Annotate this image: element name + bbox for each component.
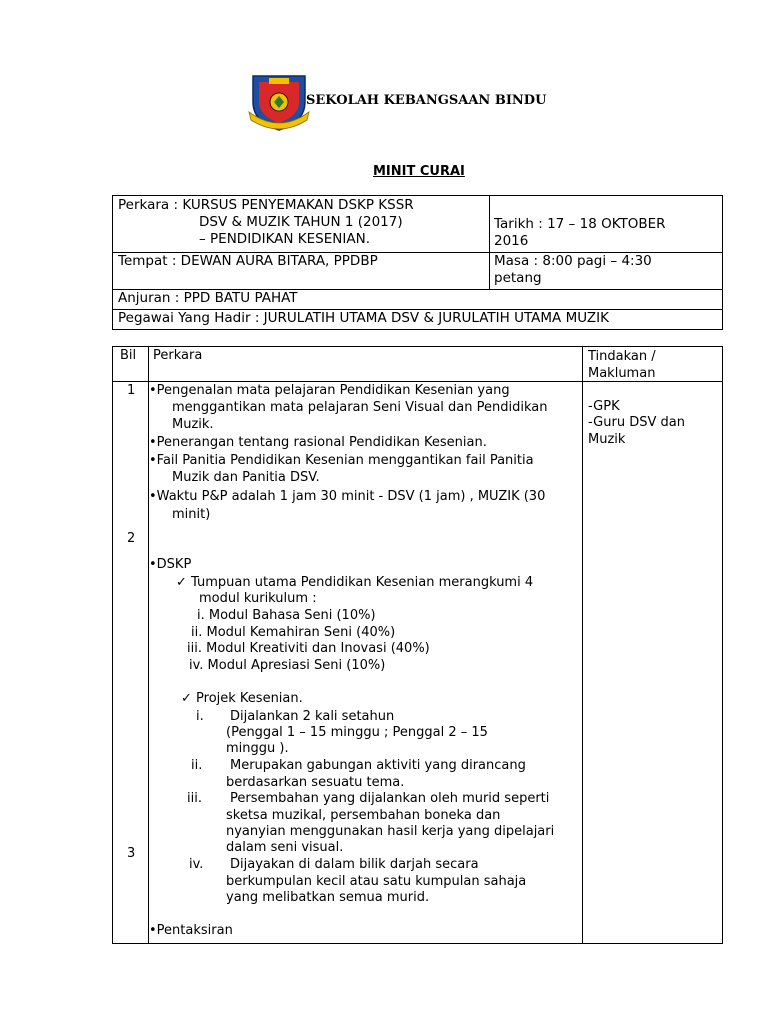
project-point-3-cont: sketsa muzikal, persembahan boneka dan: [226, 808, 501, 823]
item2-check-1-cont: modul kurikulum :: [199, 591, 317, 606]
row-number-2: 2: [127, 531, 136, 546]
module-item-3: iii. Modul Kreativiti dan Inovasi (40%): [187, 641, 430, 656]
column-header-bil: Bil: [120, 348, 137, 363]
perkara-line-2: DSV & MUZIK TAHUN 1 (2017): [199, 214, 403, 230]
school-name: SEKOLAH KEBANGSAAN BINDU: [306, 93, 547, 108]
module-item-2: ii. Modul Kemahiran Seni (40%): [191, 625, 396, 640]
column-header-makluman: Makluman: [588, 366, 656, 381]
project-point-4-cont: berkumpulan kecil atau satu kumpulan sahaja: [226, 874, 527, 889]
item2-check-1: ✓ Tumpuan utama Pendidikan Kesenian merangkumi 4: [176, 575, 534, 590]
project-point-2-cont: berdasarkan sesuatu tema.: [226, 775, 405, 790]
column-header-tindakan: Tindakan /: [588, 349, 656, 364]
row-number-1: 1: [127, 383, 136, 398]
project-point-1-cont: (Penggal 1 – 15 minggu ; Penggal 2 – 15: [226, 725, 488, 740]
item1-bullet-1: •Pengenalan mata pelajaran Pendidikan Kesenian yang: [149, 383, 510, 398]
project-point-4: Dijayakan di dalam bilik darjah secara: [230, 857, 479, 872]
tempat-label: Tempat : DEWAN AURA BITARA, PPDBP: [118, 253, 378, 269]
project-number-1: i.: [196, 709, 204, 724]
row-number-3: 3: [127, 846, 136, 861]
project-point-4-cont: yang melibatkan semua murid.: [226, 890, 430, 905]
item1-bullet-4-cont: minit): [172, 507, 211, 522]
item1-bullet-2: •Penerangan tentang rasional Pendidikan Kesenian.: [149, 435, 487, 450]
project-point-3: Persembahan yang dijalankan oleh murid seperti: [230, 791, 550, 806]
project-point-3-cont: dalam seni visual.: [226, 840, 344, 855]
module-item-1: i. Modul Bahasa Seni (10%): [197, 608, 376, 623]
masa-line-2: petang: [494, 270, 542, 286]
tindakan-gpk: -GPK: [588, 399, 620, 414]
tarikh-label: Tarikh : 17 – 18 OKTOBER: [494, 216, 666, 232]
item1-bullet-1-cont: Muzik.: [172, 417, 214, 432]
item1-bullet-1-cont: menggantikan mata pelajaran Seni Visual dan Pendidikan: [172, 400, 548, 415]
item2-check-2: ✓ Projek Kesenian.: [181, 691, 303, 706]
module-item-4: iv. Modul Apresiasi Seni (10%): [189, 658, 386, 673]
item2-heading: •DSKP: [149, 557, 192, 572]
project-point-2: Merupakan gabungan aktiviti yang dirancang: [230, 758, 526, 773]
project-number-2: ii.: [191, 758, 203, 773]
tindakan-guru: -Guru DSV dan: [588, 415, 685, 430]
school-logo-icon: [247, 72, 311, 132]
perkara-label: Perkara : KURSUS PENYEMAKAN DSKP KSSR: [118, 197, 414, 213]
document-title: MINIT CURAI: [373, 164, 465, 179]
masa-label: Masa : 8:00 pagi – 4:30: [494, 253, 652, 269]
anjuran-label: Anjuran : PPD BATU PAHAT: [118, 290, 298, 306]
project-point-1-cont: minggu ).: [226, 741, 289, 756]
item1-bullet-3-cont: Muzik dan Panitia DSV.: [172, 470, 320, 485]
project-point-3-cont: nyanyian menggunakan hasil kerja yang dipelajari: [226, 824, 555, 839]
pegawai-label: Pegawai Yang Hadir : JURULATIH UTAMA DSV & JURULATIH UTAMA MUZIK: [118, 310, 609, 326]
project-number-3: iii.: [187, 791, 202, 806]
tarikh-year: 2016: [494, 233, 529, 249]
column-header-perkara: Perkara: [153, 348, 203, 363]
item3-heading: •Pentaksiran: [149, 923, 233, 938]
tindakan-guru-cont: Muzik: [588, 432, 626, 447]
project-point-1: Dijalankan 2 kali setahun: [230, 709, 395, 724]
item1-bullet-3: •Fail Panitia Pendidikan Kesenian menggantikan fail Panitia: [149, 453, 534, 468]
project-number-4: iv.: [189, 857, 204, 872]
item1-bullet-4: •Waktu P&P adalah 1 jam 30 minit - DSV (1 jam) , MUZIK (30: [149, 489, 546, 504]
perkara-line-3: – PENDIDIKAN KESENIAN.: [199, 231, 370, 247]
